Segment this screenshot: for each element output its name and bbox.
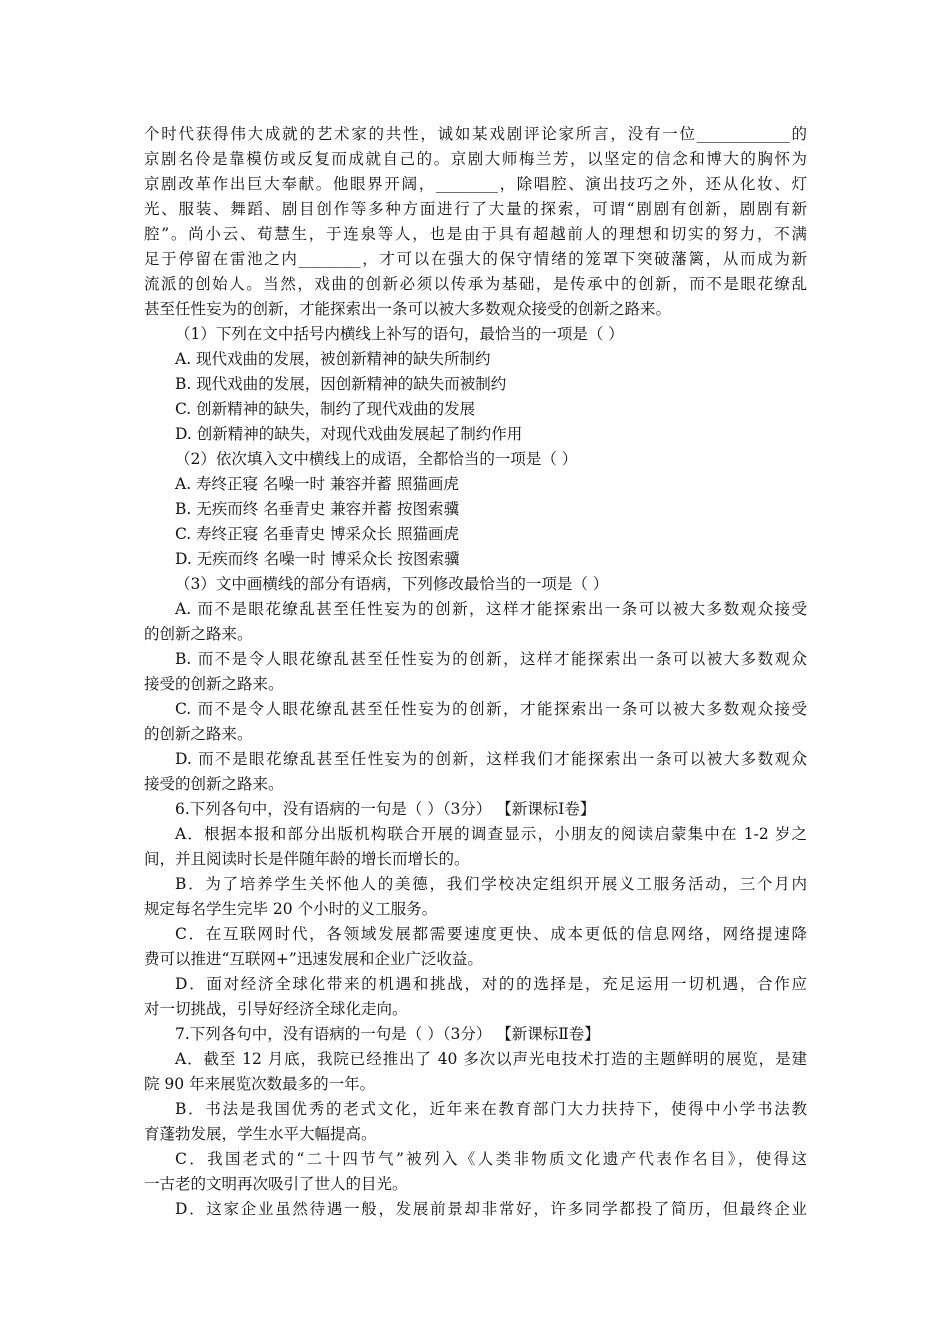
option-a-continued: 的创新之路来。 — [144, 625, 253, 643]
option-b-continued: 规定每名学生完毕 20 个小时的义工服务。 — [144, 900, 438, 918]
option-d: D. 无疾而终 名噪一时 博采众长 按图索骥 — [175, 550, 460, 568]
option-d: D．这家企业虽然待遇一般，发展前景却非常好，许多同学都投了简历，但最终企业 — [175, 1200, 807, 1218]
question-stem: （1）下列在文中括号内横线上补写的语句，最恰当的一项是（ ） — [175, 325, 624, 343]
option-d-continued: 接受的创新之路来。 — [144, 775, 284, 793]
option-c-continued: 的创新之路来。 — [144, 725, 253, 743]
passage-line: 京剧名伶是靠模仿或反复而成就自己的。京剧大师梅兰芳，以坚定的信念和博大的胸怀为 — [144, 150, 807, 168]
passage-line: 腔”。尚小云、荀慧生，于连泉等人，也是由于具有超越前人的理想和切实的努力，不满 — [144, 225, 807, 243]
passage-line: 京剧改革作出巨大奉献。他眼界开阔，________，除唱腔、演出技巧之外，还从化妆、灯 — [144, 175, 807, 193]
option-c: C．我国老式的“二十四节气”被列入《人类非物质文化遗产代表作名目》，使得这 — [175, 1150, 807, 1168]
passage-line: 光、服装、舞蹈、剧目创作等多种方面进行了大量的探索，可谓“剧剧有创新，剧剧有新 — [144, 200, 807, 218]
question-1 — [144, 322, 807, 447]
question-stem: 6.下列各句中，没有语病的一句是（ ）（3分） 【新课标Ⅰ卷】 — [175, 800, 596, 818]
option-c: C. 创新精神的缺失，制约了现代戏曲的发展 — [175, 400, 476, 418]
option-b: B．书法是我国优秀的老式文化，近年来在教育部门大力扶持下，使得中小学书法教 — [175, 1100, 807, 1118]
option-b: B. 而不是令人眼花缭乱甚至任性妄为的创新，这样才能探索出一条可以被大多数观众 — [175, 650, 807, 668]
passage-line: 足于停留在雷池之内________，才可以在强大的保守情绪的笼罩下突破藩篱，从而成为新 — [144, 250, 807, 268]
option-a: A．截至 12 月底，我院已经推出了 40 多次以声光电技术打造的主题鲜明的展览，是建 — [175, 1050, 807, 1068]
option-c: C．在互联网时代，各领域发展都需要速度更快、成本更低的信息网络，网络提速降 — [175, 925, 807, 943]
option-b-continued: 接受的创新之路来。 — [144, 675, 284, 693]
passage-line: 个时代获得伟大成就的艺术家的共性，诚如某戏剧评论家所言，没有一位____________的 — [144, 125, 807, 143]
question-7 — [144, 1022, 807, 1222]
option-a: A．根据本报和部分出版机构联合开展的调查显示，小朋友的阅读启蒙集中在 1-2 岁之 — [175, 825, 807, 843]
option-c-continued: 费可以推进“互联网+”迅速发展和企业广泛收益。 — [144, 950, 483, 968]
question-stem: 7.下列各句中，没有语病的一句是（ ）（3分） 【新课标Ⅱ卷】 — [175, 1025, 600, 1043]
option-a: A. 寿终正寝 名噪一时 兼容并蓄 照猫画虎 — [175, 475, 459, 493]
option-c: C. 寿终正寝 名垂青史 博采众长 照猫画虎 — [175, 525, 459, 543]
exam-page — [144, 122, 807, 1222]
question-6 — [144, 797, 807, 1022]
option-d-continued: 对一切挑战，引导好经济全球化走向。 — [144, 1000, 408, 1018]
option-a-continued: 间，并且阅读时长是伴随年龄的增长而增长的。 — [144, 850, 470, 868]
question-3 — [144, 572, 807, 797]
option-d: D．面对经济全球化带来的机遇和挑战，对的的选择是，充足运用一切机遇，合作应 — [175, 975, 807, 993]
option-b-continued: 育蓬勃发展，学生水平大幅提高。 — [144, 1125, 377, 1143]
question-2 — [144, 447, 807, 572]
option-a-continued: 院 90 年来展览次数最多的一年。 — [144, 1075, 376, 1093]
option-c-continued: 一古老的文明再次吸引了世人的目光。 — [144, 1175, 408, 1193]
question-stem: （2）依次填入文中横线上的成语，全都恰当的一项是（ ） — [175, 450, 578, 468]
option-a: A. 现代戏曲的发展，被创新精神的缺失所制约 — [175, 350, 491, 368]
question-stem: （3）文中画横线的部分有语病，下列修改最恰当的一项是（ ） — [175, 575, 609, 593]
option-b: B. 现代戏曲的发展，因创新精神的缺失而被制约 — [175, 375, 507, 393]
passage — [144, 122, 807, 322]
option-a: A. 而不是眼花缭乱甚至任性妄为的创新，这样才能探索出一条可以被大多数观众接受 — [175, 600, 807, 618]
option-d: D. 创新精神的缺失，对现代戏曲发展起了制约作用 — [175, 425, 523, 443]
option-d: D. 而不是眼花缭乱甚至任性妄为的创新，这样我们才能探索出一条可以被大多数观众 — [175, 750, 807, 768]
passage-line: 甚至任性妄为的创新，才能探索出一条可以被大多数观众接受的创新之路来。 — [144, 300, 672, 318]
option-c: C. 而不是令人眼花缭乱甚至任性妄为的创新，才能探索出一条可以被大多数观众接受 — [175, 700, 807, 718]
option-b: B. 无疾而终 名垂青史 兼容并蓄 按图索骥 — [175, 500, 460, 518]
passage-line: 流派的创始人。当然，戏曲的创新必须以传承为基础，是传承中的创新，而不是眼花缭乱 — [144, 275, 807, 293]
option-b: B．为了培养学生关怀他人的美德，我们学校决定组织开展义工服务活动，三个月内 — [175, 875, 807, 893]
